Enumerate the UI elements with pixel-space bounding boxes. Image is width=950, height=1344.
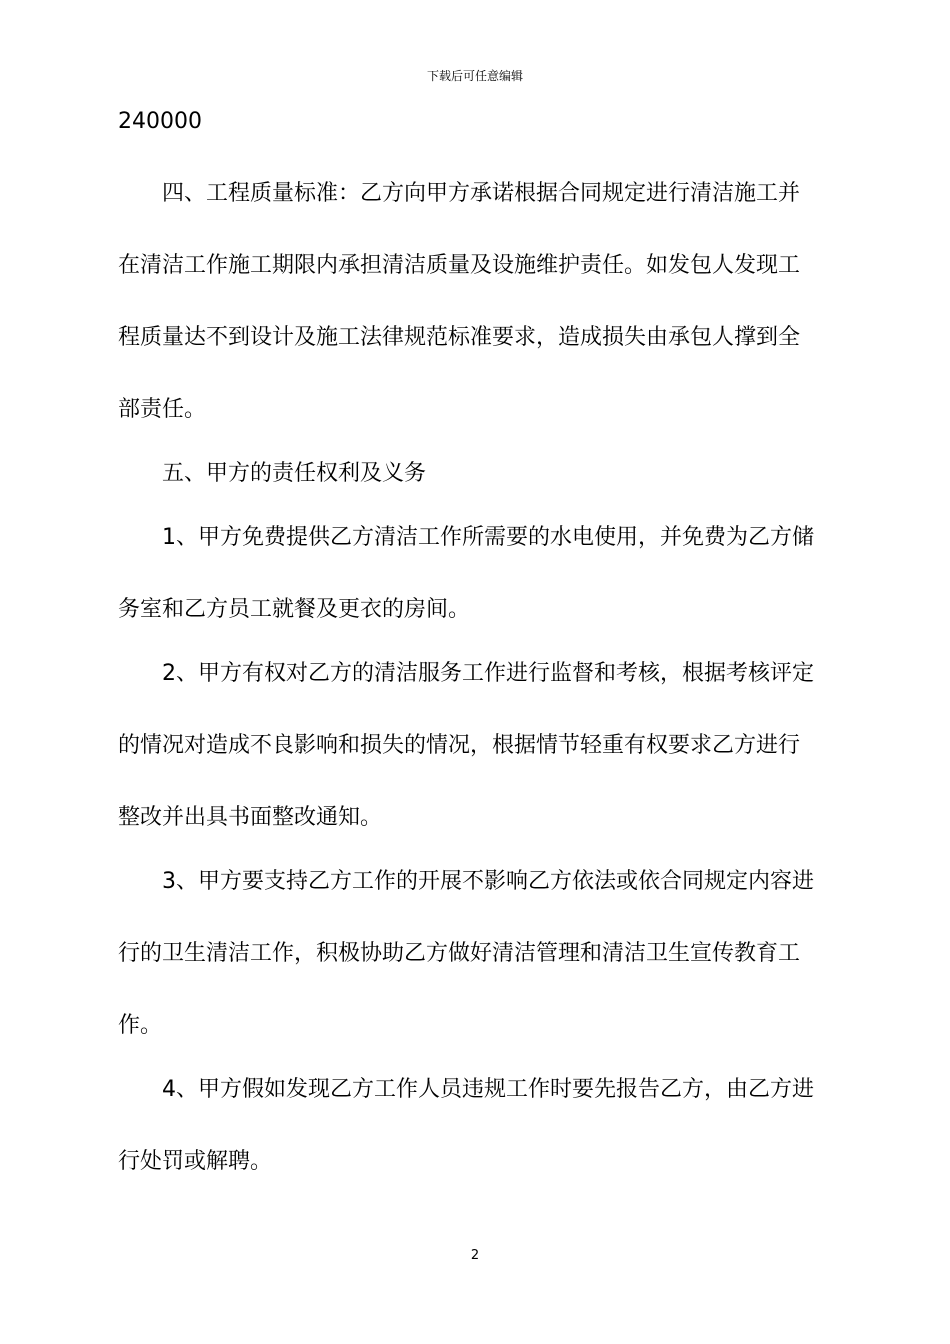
document-body [118, 104, 830, 1180]
text-line: 行的卫生清洁工作，积极协助乙方做好清洁管理和清洁卫生宣传教育工 [118, 941, 801, 966]
text-line: 240000 [118, 109, 202, 134]
text-line: 的情况对造成不良影响和损失的情况，根据情节轻重有权要求乙方进行 [118, 733, 801, 758]
text-line: 作。 [118, 1013, 163, 1038]
page-number: 2 [470, 1248, 480, 1263]
section-heading: 五、甲方的责任权利及义务 [162, 461, 427, 486]
text-line: 在清洁工作施工期限内承担清洁质量及设施维护责任。如发包人发现工 [118, 253, 801, 278]
list-item: 3、甲方要支持乙方工作的开展不影响乙方依法或依合同规定内容进 [162, 869, 814, 894]
text-line: 行处罚或解聘。 [118, 1149, 273, 1174]
list-item: 1、甲方免费提供乙方清洁工作所需要的水电使用，并免费为乙方储 [162, 525, 814, 550]
list-item: 2、甲方有权对乙方的清洁服务工作进行监督和考核，根据考核评定 [162, 661, 814, 686]
text-line: 部责任。 [118, 397, 207, 422]
section-heading: 四、工程质量标准：乙方向甲方承诺根据合同规定进行清洁施工并 [162, 181, 801, 206]
list-item: 4、甲方假如发现乙方工作人员违规工作时要先报告乙方，由乙方进 [162, 1077, 814, 1102]
text-line: 程质量达不到设计及施工法律规范标准要求，造成损失由承包人撑到全 [118, 325, 801, 350]
text-line: 务室和乙方员工就餐及更衣的房间。 [118, 597, 471, 622]
text-line: 整改并出具书面整改通知。 [118, 805, 383, 830]
page-header: 下载后可任意编辑 [426, 69, 523, 83]
